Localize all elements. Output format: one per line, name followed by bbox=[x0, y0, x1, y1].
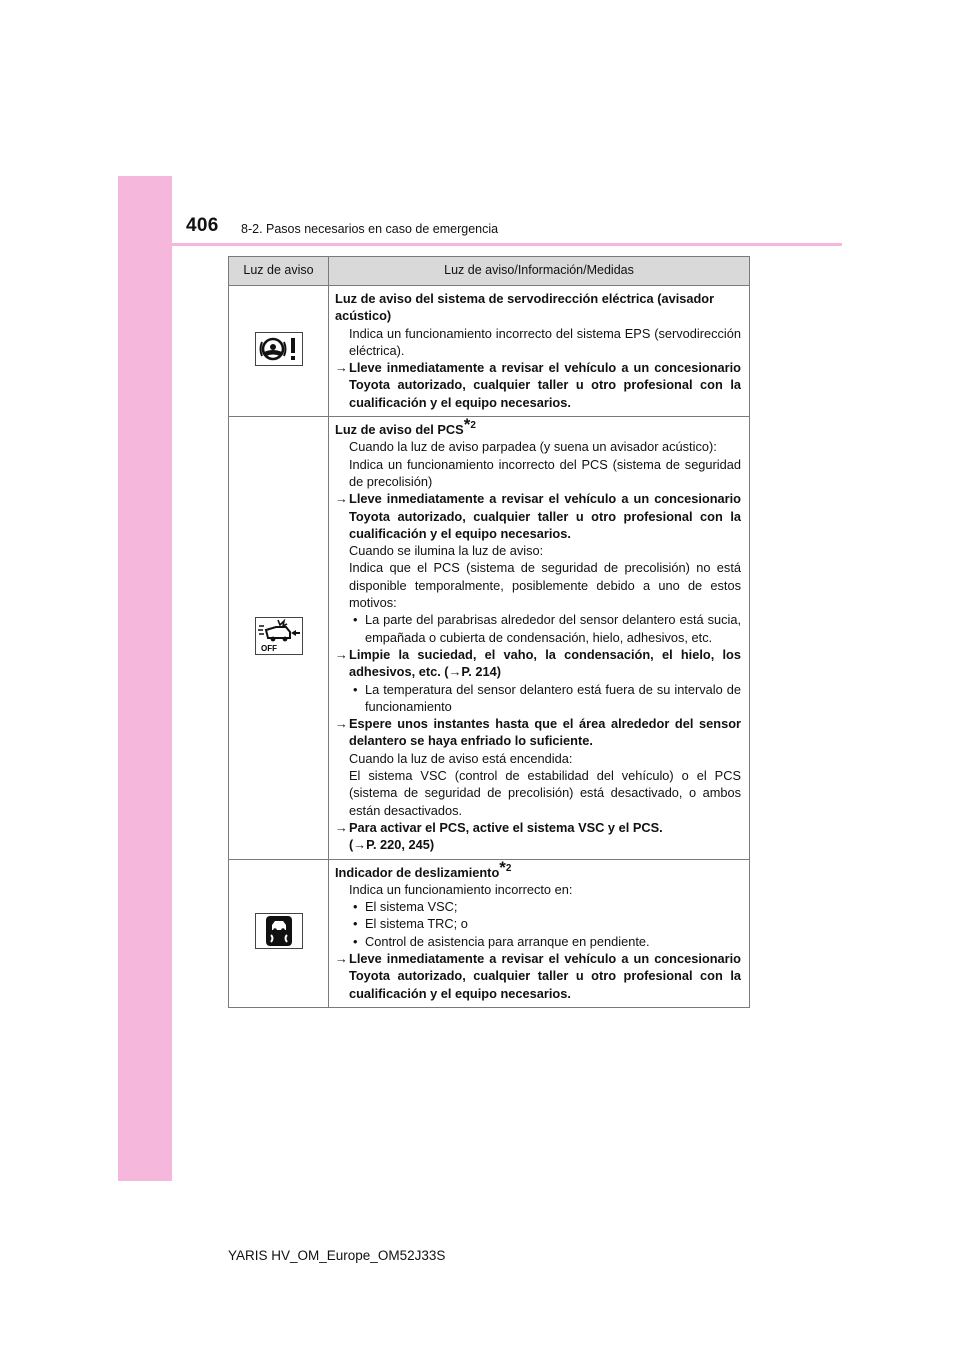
eps-warning-icon bbox=[255, 332, 303, 366]
row-description: El sistema VSC (control de estabilidad del vehículo) o el PCS (sistema de seguridad de precolisión) está desactivado, o ambos están desactivados. bbox=[349, 768, 741, 818]
slip-indicator-icon bbox=[255, 913, 303, 949]
page-reference: P. 214) bbox=[461, 664, 501, 680]
row-action: →Espere unos instantes hasta que el área alrededor del sensor delantero se haya enfriado lo suficiente. bbox=[335, 716, 741, 749]
row-action: →Lleve inmediatamente a revisar el vehículo a un concesionario Toyota autorizado, cualquier taller u otro profesional con la cualificación y el equipo necesarios. bbox=[335, 950, 741, 1001]
list-item: • Control de asistencia para arranque en pendiente. bbox=[353, 933, 650, 949]
page-number: 406 bbox=[186, 215, 219, 236]
svg-text:OFF: OFF bbox=[260, 643, 277, 653]
row-action: →Limpie la suciedad, el vaho, la condensación, el hielo, los adhesivos, etc. (→P. 214) bbox=[335, 646, 741, 680]
footer-document-id: YARIS HV_OM_Europe_OM52J33S bbox=[228, 1248, 446, 1263]
table-row bbox=[229, 286, 750, 417]
header-rule bbox=[172, 243, 842, 246]
pcs-warning-icon bbox=[255, 617, 303, 655]
icon-cell bbox=[229, 417, 329, 859]
row-action: →Lleve inmediatamente a revisar el vehículo a un concesionario Toyota autorizado, cualquier taller u otro profesional con la cualificación y el equipo necesarios. bbox=[335, 360, 741, 410]
condition-text: Cuando la luz de aviso parpadea (y suena un avisador acústico): bbox=[349, 439, 717, 455]
arrow-icon: → bbox=[335, 950, 348, 966]
list-item: • El sistema VSC; bbox=[353, 899, 458, 915]
row-description: Indica un funcionamiento incorrecto en: bbox=[349, 881, 573, 897]
row-title: Indicador de deslizamiento$^{*2}$ bbox=[335, 857, 512, 880]
info-cell bbox=[329, 286, 750, 417]
icon-cell bbox=[229, 859, 329, 1007]
info-cell bbox=[329, 859, 750, 1007]
condition-text: Cuando se ilumina la luz de aviso: bbox=[349, 543, 544, 559]
row-action: →Lleve inmediatamente a revisar el vehículo a un concesionario Toyota autorizado, cualquier taller u otro profesional con la cualificación y el equipo necesarios. bbox=[335, 491, 741, 541]
arrow-icon: → bbox=[335, 646, 348, 662]
row-action: →Para activar el PCS, active el sistema VSC y el PCS. (→P. 220, 245) bbox=[335, 819, 663, 853]
page-reference: P. 220, 245) bbox=[366, 837, 435, 853]
icon-cell bbox=[229, 286, 329, 417]
list-item: • La parte del parabrisas alrededor del sensor delantero está sucia, empañada o cubierta de condensación, hielo, adhesivos, etc. bbox=[353, 612, 741, 645]
table-header-row bbox=[229, 257, 750, 286]
section-title: 8-2. Pasos necesarios en caso de emergencia bbox=[241, 222, 499, 236]
arrow-icon: → bbox=[335, 491, 348, 507]
row-title: Luz de aviso del sistema de servodirección eléctrica (avisador acústico) bbox=[335, 291, 715, 324]
header-info: Luz de aviso/Información/Medidas bbox=[329, 257, 750, 286]
row-description: Indica un funcionamiento incorrecto del PCS (sistema de seguridad de precolisión) bbox=[349, 456, 741, 489]
list-item: • El sistema TRC; o bbox=[353, 916, 468, 932]
info-cell bbox=[329, 417, 750, 859]
warning-light-table bbox=[228, 256, 750, 1008]
row-description: Indica un funcionamiento incorrecto del sistema EPS (servodirección eléctrica). bbox=[349, 325, 741, 358]
arrow-icon: → bbox=[335, 819, 348, 835]
arrow-icon: → bbox=[335, 360, 348, 376]
list-item: • La temperatura del sensor delantero está fuera de su intervalo de funcionamiento bbox=[353, 681, 741, 714]
condition-text: Cuando la luz de aviso está encendida: bbox=[349, 750, 573, 766]
table-row bbox=[229, 859, 750, 1007]
row-title: Luz de aviso del PCS$^{*2}$ bbox=[335, 415, 476, 438]
row-description: Indica que el PCS (sistema de seguridad de precolisión) no está disponible temporalmente, posiblemente debido a uno de estos motivos: bbox=[349, 560, 741, 611]
table-row bbox=[229, 417, 750, 859]
arrow-icon: → bbox=[335, 716, 348, 732]
side-tab-band bbox=[118, 176, 172, 1181]
header-warning-light: Luz de aviso bbox=[229, 257, 329, 286]
